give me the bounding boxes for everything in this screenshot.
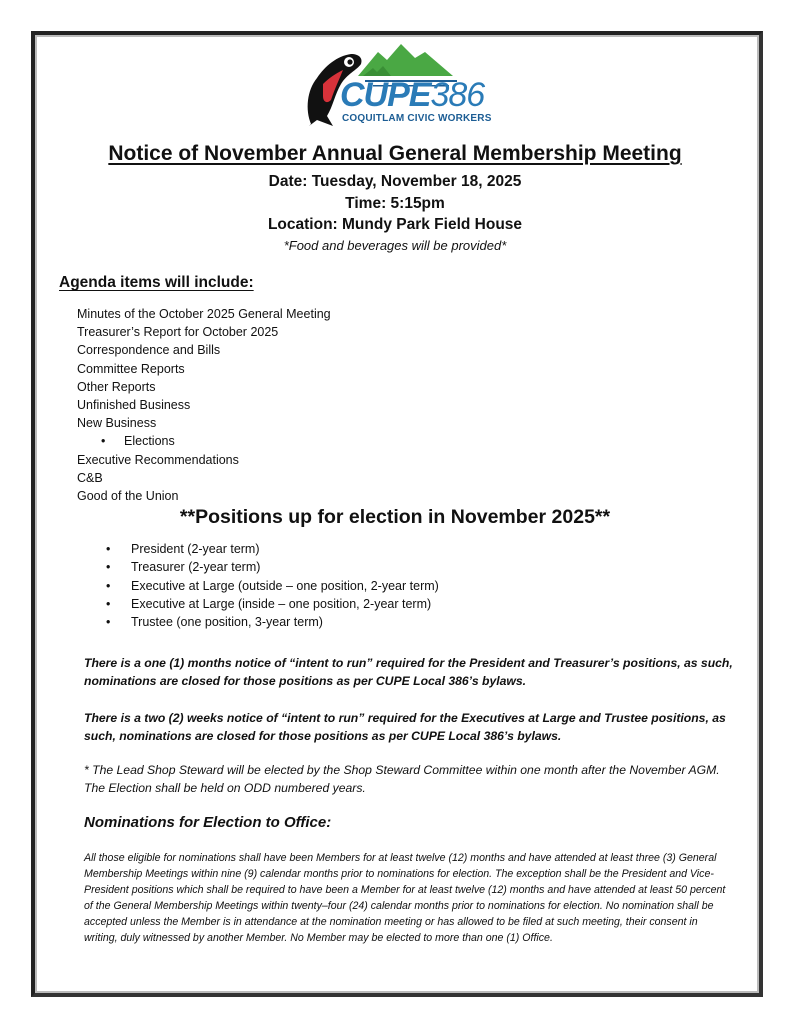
- agenda-item: Other Reports: [77, 379, 156, 394]
- meeting-time: Time: 5:15pm: [345, 195, 445, 212]
- food-note: *Food and beverages will be provided*: [283, 238, 507, 253]
- position-label: Treasurer (2-year term): [131, 560, 261, 575]
- bullet-icon: •: [106, 596, 111, 611]
- position-item: [106, 577, 439, 595]
- position-item: [106, 595, 439, 613]
- intent-notice-executives: There is a two (2) weeks notice of “intent to run” required for the Executives at Large and Trustee positions, as such, nominations are closed for those positions as per CUPE Local 386’s bylaws.: [84, 711, 726, 743]
- agenda-item: Correspondence and Bills: [77, 343, 221, 358]
- agenda-item: Unfinished Business: [77, 398, 191, 413]
- position-label: Trustee (one position, 3-year term): [131, 615, 323, 630]
- agenda-heading: Agenda items will include:: [59, 274, 254, 291]
- logo-subtitle: COQUITLAM CIVIC WORKERS: [342, 113, 492, 124]
- agenda-item: New Business: [77, 416, 157, 431]
- bullet-icon: •: [106, 615, 111, 630]
- logo-number: 386: [430, 76, 485, 114]
- positions-list: [106, 540, 439, 631]
- lead-steward-note: * The Lead Shop Steward will be elected by the Shop Steward Committee within one month after the November AGM. The Election shall be held on ODD numbered years.: [84, 763, 720, 795]
- bullet-icon: •: [106, 578, 111, 593]
- position-label: Executive at Large (outside – one position, 2-year term): [131, 578, 439, 593]
- position-label: President (2-year term): [131, 542, 260, 556]
- bullet-icon: •: [101, 434, 106, 449]
- agenda-item: Executive Recommendations: [77, 452, 239, 467]
- agenda-subitem-label: Elections: [124, 434, 175, 449]
- bullet-icon: •: [106, 560, 111, 575]
- agenda-item: Good of the Union: [77, 489, 179, 504]
- position-item: [106, 558, 439, 576]
- nominations-body: All those eligible for nominations shall have been Members for at least twelve (12) months and have attended at least three (3) General Membership Meetings within nine (9) calendar months prior to nominations for election. The exception shall be the President and Vice-President positions which shall be required to have been a Member for at least twelve (12) months and have attended at least 50 percent of the General Membership Meetings within twenty–four (24) calendar months prior to nominations for election. No nomination shall be accepted unless the Member is in attendance at the nomination meeting or has allowed to be filed at such meeting, their consent in writing, duly witnessed by another Member. No Member may be elected to more than one (1) Office.: [84, 852, 726, 944]
- meeting-location: Location: Mundy Park Field House: [267, 216, 523, 233]
- intent-notice-president: There is a one (1) months notice of “intent to run” required for the President and Treasurer’s positions, as such, nominations are closed for those positions as per CUPE Local 386’s bylaws.: [84, 656, 733, 688]
- positions-heading: **Positions up for election in November 2025**: [179, 506, 611, 528]
- bullet-icon: •: [106, 542, 111, 556]
- agenda-item: C&B: [77, 470, 103, 485]
- agenda-item: Treasurer’s Report for October 2025: [77, 325, 279, 340]
- page-title: Notice of November Annual General Membership Meeting: [108, 142, 682, 165]
- agenda-item: Committee Reports: [77, 361, 185, 376]
- logo-word: CUPE: [340, 76, 431, 114]
- agenda-list: [77, 305, 331, 505]
- position-item: [106, 540, 439, 558]
- position-item: [106, 613, 439, 631]
- agenda-subitem: [77, 432, 331, 450]
- meeting-date: Date: Tuesday, November 18, 2025: [268, 173, 522, 190]
- agenda-item: Minutes of the October 2025 General Meeting: [77, 307, 331, 321]
- nominations-heading: Nominations for Election to Office:: [84, 814, 332, 831]
- logo-wordmark: [340, 78, 484, 112]
- position-label: Executive at Large (inside – one position, 2-year term): [131, 596, 432, 611]
